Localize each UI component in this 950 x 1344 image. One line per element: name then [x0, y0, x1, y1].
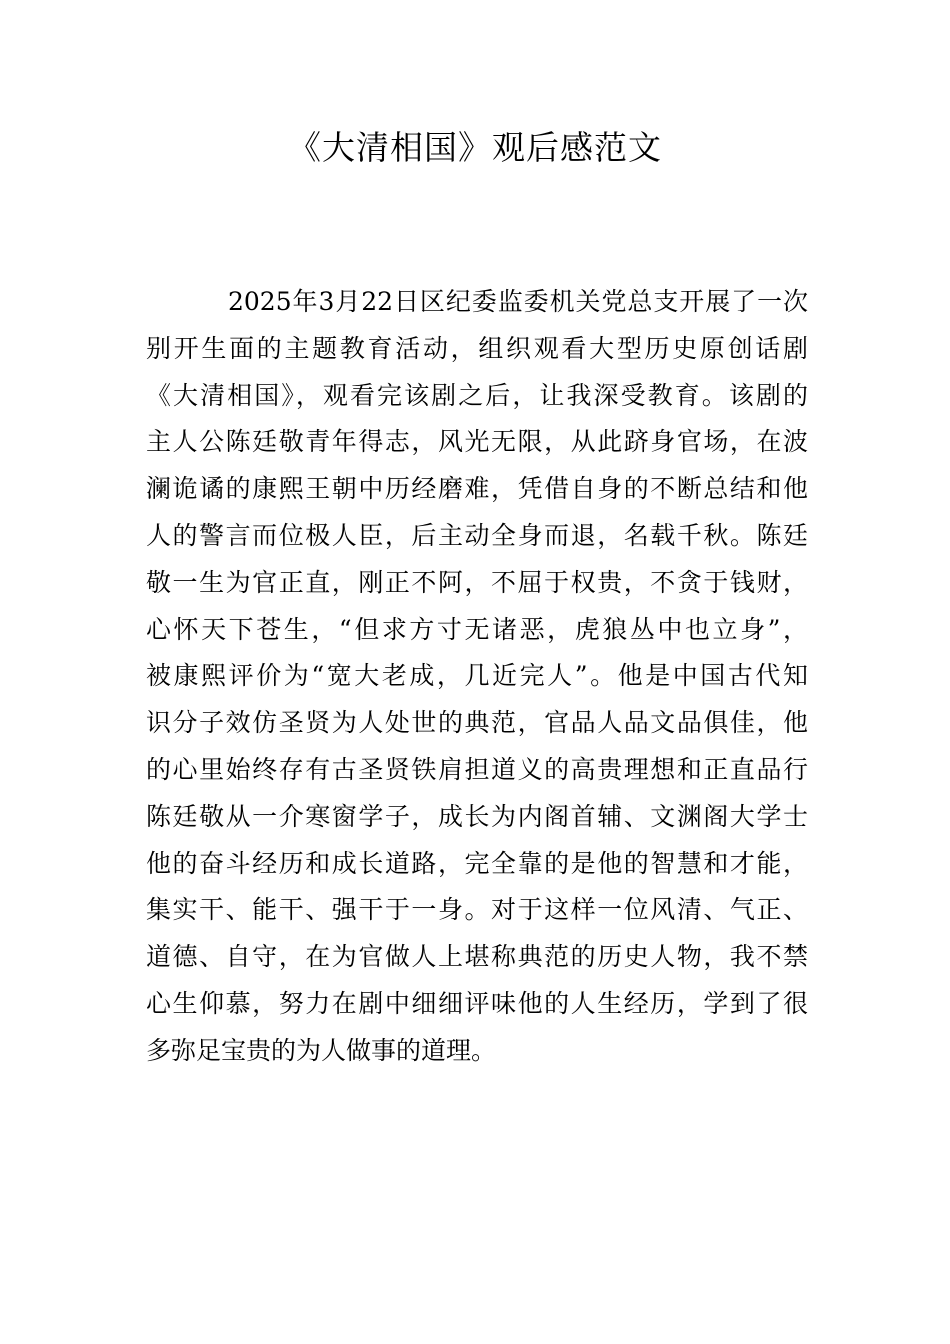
paragraph-line: 陈廷敬从一介寒窗学子，成长为内阁首辅、文渊阁大学士	[146, 801, 808, 831]
paragraph-line: 敬一生为官正直，刚正不阿，不屈于权贵，不贪于钱财，	[146, 567, 808, 597]
paragraph-line: 澜诡谲的康熙王朝中历经磨难，凭借自身的不断总结和他	[146, 474, 808, 504]
paragraph-line: 的心里始终存有古圣贤铁肩担道义的高贵理想和正直品行	[146, 754, 808, 784]
paragraph-line: 多弥足宝贵的为人做事的道理。	[146, 1035, 497, 1065]
paragraph-line: 人的警言而位极人臣，后主动全身而退，名载千秋。陈廷	[146, 520, 808, 550]
paragraph-line: 心怀天下苍生，“但求方寸无诸恶，虎狼丛中也立身”，	[146, 614, 808, 644]
paragraph-line: 道德、自守，在为官做人上堪称典范的历史人物，我不禁	[146, 942, 808, 972]
paragraph-line: 他的奋斗经历和成长道路，完全靠的是他的智慧和才能，	[146, 848, 808, 878]
paragraph-line: 被康熙评价为“宽大老成，几近完人”。他是中国古代知	[146, 661, 808, 691]
body-paragraph	[146, 279, 808, 1075]
document-title: 《大清相国》观后感范文	[288, 128, 662, 167]
paragraph-line: 识分子效仿圣贤为人处世的典范，官品人品文品俱佳，他	[146, 708, 808, 738]
paragraph-line: 主人公陈廷敬青年得志，风光无限，从此跻身官场，在波	[146, 427, 808, 457]
paragraph-line: 《大清相国》，观看完该剧之后，让我深受教育。该剧的	[146, 380, 808, 410]
paragraph-line: 集实干、能干、强干于一身。对于这样一位风清、气正、	[146, 895, 808, 925]
paragraph-line: 别开生面的主题教育活动，组织观看大型历史原创话剧	[146, 333, 808, 363]
paragraph-line: 心生仰慕，努力在剧中细细评味他的人生经历，学到了很	[146, 988, 808, 1018]
paragraph-line: 2025年3月22日区纪委监委机关党总支开展了一次	[228, 287, 808, 316]
